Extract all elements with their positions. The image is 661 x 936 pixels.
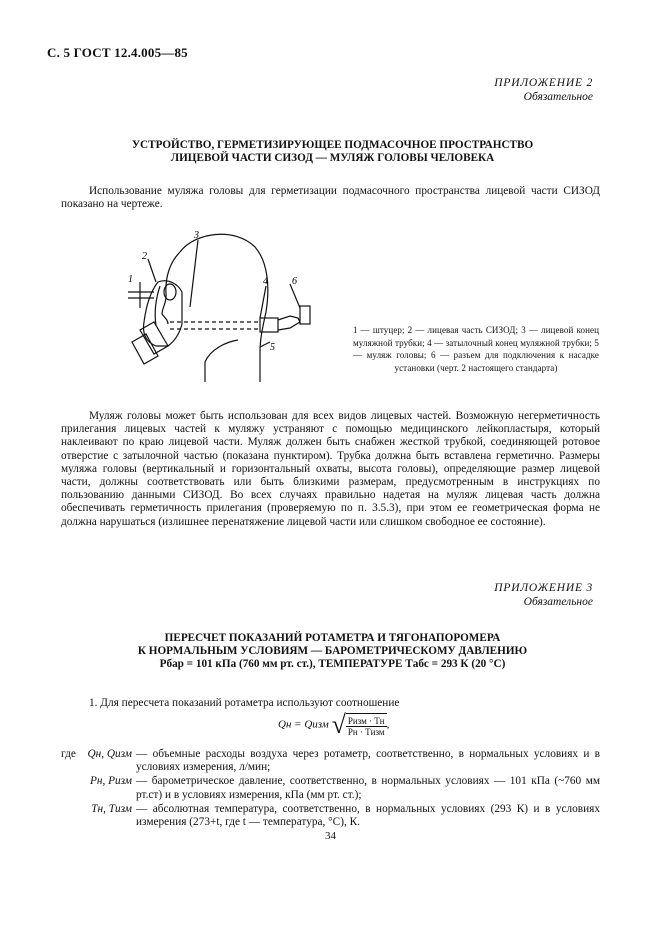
definition-row	[61, 803, 600, 829]
page-number: 34	[325, 830, 336, 842]
definition-symbol: Pн, Pизм	[89, 775, 132, 788]
where-label: где	[61, 748, 76, 760]
appendix-label: ПРИЛОЖЕНИЕ 3	[494, 582, 593, 594]
appendix-3-title	[60, 632, 605, 671]
definition-row	[61, 748, 600, 774]
definition-text: — абсолютная температура, соответственно, в нормальных условиях (293 К) и в условиях измерения (273+t, где t — температура, °С), К.	[136, 802, 600, 829]
appendix-status: Обязательное	[523, 91, 593, 103]
appendix-status: Обязательное	[523, 596, 593, 608]
title-line: К НОРМАЛЬНЫМ УСЛОВИЯМ — БАРОМЕТРИЧЕСКОМУ ДАВЛЕНИЮ	[137, 645, 528, 657]
sqrt-sign: √	[331, 710, 346, 739]
head-dummy-figure	[110, 222, 330, 390]
figure-label-2: 2	[142, 251, 147, 262]
title-line: УСТРОЙСТВО, ГЕРМЕТИЗИРУЮЩЕЕ ПОДМАСОЧНОЕ ПРОСТРАНСТВО	[131, 139, 534, 151]
definition-text: — объемные расходы воздуха через ротаметр, соответственно, в нормальных условиях и в условиях измерения, л/мин;	[136, 748, 600, 774]
body-paragraph: Муляж головы может быть использован для всех видов лицевых частей. Возможную негерметичность прилегания лицевых частей к муляжу устраняют с помощью медицинского лейкопластыря, который наклеивают по краю лицевой части. Муляж должен быть снабжен жесткой трубкой, соединяющей ротовое отверстие с затылочной частью (показана пунктиром). Трубка должна быть вставлена герметично. Размеры муляжа головы (вертикальный и горизонтальный охваты, высота головы), определяющие размер лицевой части, должны соответствовать или быть близкими размерам, предусмотренным в инструкциях по пользованию данными СИЗОД. Во всех случаях правильно надетая на муляж лицевая часть должна обеспечивать герметичность прилегания (проверяемую по п. 3.5.3), при этом ее геометрическая форма не должна нарушаться (излишнее перенатяжение лицевой части или слишком свободное ее состояние).	[61, 410, 600, 528]
item-1: 1. Для пересчета показаний ротаметра используют соотношение	[89, 697, 400, 709]
intro-paragraph: Использование муляжа головы для герметизации подмасочного пространства лицевой части СИЗОД показано на чертеже.	[61, 185, 600, 211]
mask-inner	[155, 286, 160, 326]
neck-outline	[205, 340, 238, 382]
figure-label-3: 3	[194, 230, 199, 241]
definition-symbol: Tн, Tизм	[91, 802, 132, 815]
formula-lhs: Qн = Qизм	[278, 718, 329, 731]
figure-label-6: 6	[292, 276, 297, 287]
appendix-2-title	[60, 139, 605, 165]
formula-denominator: Pн · Tизм	[347, 727, 385, 737]
appendix-3-label	[494, 581, 593, 609]
figure-label-1: 1	[128, 274, 133, 285]
appendix-2-label	[494, 76, 593, 104]
figure-label-4: 4	[263, 276, 268, 287]
page-header: С. 5 ГОСТ 12.4.005—85	[47, 45, 188, 60]
head-back-outline	[180, 234, 268, 382]
definition-symbol: Qн, Qизм	[87, 748, 132, 760]
definition-text: — барометрическое давление, соответственно, в нормальных условиях — 101 кПа (~760 мм рт.ст) и в условиях измерения, кПа (мм рт. ст.);	[136, 775, 600, 801]
formula-numerator: Pизм · Tн	[347, 716, 385, 726]
figure-label-5: 5	[270, 342, 275, 353]
title-line: Pбар = 101 кПа (760 мм рт. ст.), ТЕМПЕРАТУРЕ Tабс = 293 К (20 °С)	[159, 658, 506, 670]
formula-fraction	[346, 713, 387, 737]
ratio-formula	[278, 710, 389, 740]
formula-tail: ,	[386, 718, 390, 731]
title-line: ПЕРЕСЧЕТ ПОКАЗАНИЙ РОТАМЕТРА И ТЯГОНАПОРОМЕРА	[164, 632, 501, 644]
definition-row	[61, 775, 600, 801]
title-line: ЛИЦЕВОЙ ЧАСТИ СИЗОД — МУЛЯЖ ГОЛОВЫ ЧЕЛОВЕКА	[170, 152, 495, 164]
definitions-list	[61, 748, 600, 830]
figure-legend: 1 — штуцер; 2 — лицевая часть СИЗОД; 3 — лицевой конец муляжной трубки; 4 — затылочный конец муляжной трубки; 5 — муляж головы; 6 — разъем для подключения к насадке установки (черт. 2 настоящего стандарта)	[353, 325, 599, 373]
appendix-label: ПРИЛОЖЕНИЕ 2	[494, 77, 593, 89]
